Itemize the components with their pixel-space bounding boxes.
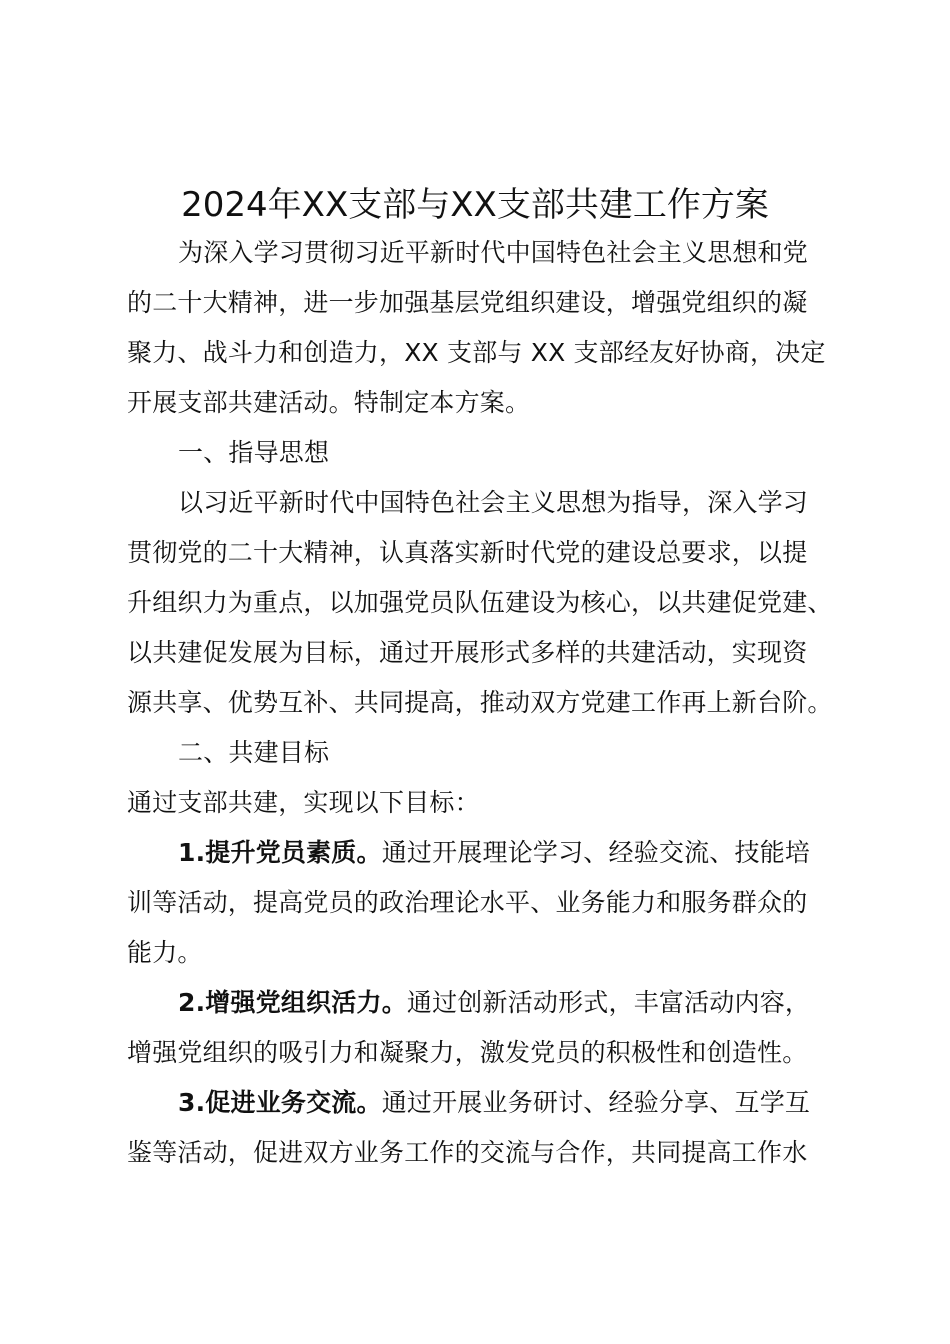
- paragraph-line: 贯彻党的二十大精神，认真落实新时代党的建设总要求，以提: [127, 538, 808, 567]
- paragraph-line: 以共建促发展为目标，通过开展形式多样的共建活动，实现资: [127, 638, 808, 667]
- goal-title: 2.增强党组织活力。: [178, 988, 407, 1017]
- paragraph-line: 训等活动，提高党员的政治理论水平、业务能力和服务群众的: [127, 888, 808, 917]
- section-heading: 一、指导思想: [178, 438, 330, 467]
- paragraph-line: 能力。: [127, 938, 203, 967]
- goal-text: 通过开展业务研讨、经验分享、互学互: [381, 1088, 811, 1117]
- paragraph-line: 升组织力为重点，以加强党员队伍建设为核心，以共建促党建、: [127, 588, 833, 617]
- paragraph-line: 增强党组织的吸引力和凝聚力，激发党员的积极性和创造性。: [127, 1038, 808, 1067]
- goal-title: 1.提升党员素质。: [178, 838, 382, 867]
- section-heading: 二、共建目标: [178, 738, 330, 767]
- goal-title: 3.促进业务交流。: [178, 1088, 382, 1117]
- goal-line: [178, 985, 810, 1021]
- paragraph-line: 通过支部共建，实现以下目标：: [127, 788, 480, 817]
- document-title: 2024年XX支部与XX支部共建工作方案: [181, 185, 769, 225]
- goal-line: [178, 1085, 810, 1121]
- intro-line: 的二十大精神，进一步加强基层党组织建设，增强党组织的凝: [127, 288, 808, 317]
- paragraph-line: 以习近平新时代中国特色社会主义思想为指导，深入学习: [178, 488, 809, 517]
- intro-line: 为深入学习贯彻习近平新时代中国特色社会主义思想和党: [178, 238, 809, 267]
- paragraph-line: 鉴等活动，促进双方业务工作的交流与合作，共同提高工作水: [127, 1138, 808, 1167]
- goal-text: 通过创新活动形式，丰富活动内容，: [406, 988, 811, 1017]
- goal-text: 通过开展理论学习、经验交流、技能培: [381, 838, 811, 867]
- goal-line: [178, 835, 810, 871]
- intro-line: 聚力、战斗力和创造力，XX 支部与 XX 支部经友好协商，决定: [127, 338, 826, 367]
- intro-line: 开展支部共建活动。特制定本方案。: [127, 388, 531, 417]
- paragraph-line: 源共享、优势互补、共同提高，推动双方党建工作再上新台阶。: [127, 688, 833, 717]
